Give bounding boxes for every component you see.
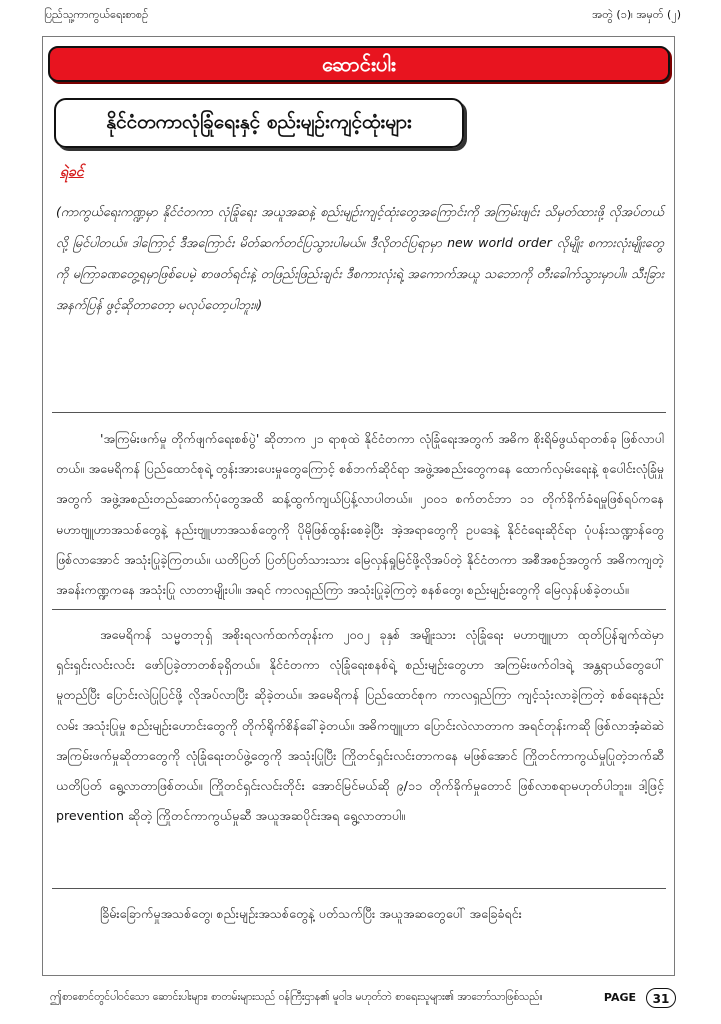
page-footer [50, 988, 676, 1010]
body-paragraph-2: အမေရိကန် သမ္မတဘုရှ် အစိုးရလက်ထက်တုန်းက ၂၀၀၂ ခုနှစ် အမျိုးသား လုံခြုံရေး မဟာဗျူဟာ ထုတ်ပြန်ချက်ထဲမှာ ရှင်းရှင်းလင်းလင်း ဖော်ပြခဲ့တာတစ်ခုရှိတယ်။ နိုင်ငံတကာ လုံခြုံရေးစနစ်ရဲ့ စည်းမျဉ်းတွေဟာ အကြမ်းဖက်ဝါဒရဲ့ အန္တရာယ်တွေပေါ် မူတည်ပြီး ပြောင်းလဲပြုပြင်ဖို့ လိုအပ်လာပြီး ဆိုခဲ့တယ်။ အမေရိကန် ပြည်ထောင်စုက ကာလရှည်ကြာ ကျင့်သုံးလာခဲ့ကြတဲ့ စစ်ရေးနည်းလမ်း အသုံးပြုမှု စည်းမျဉ်းဟောင်းတွေကို တိုက်ရိုက်စိန်ခေါ်ခဲ့တယ်။ အဓိကဗျူဟာ ပြောင်းလဲလာတာက အရင်တုန်းကဆို ဖြစ်လာအံ့ဆဲဆဲ အကြမ်းဖက်မှုဆိုတာတွေကို လုံခြုံရေးတပ်ဖွဲ့တွေကို အသုံးပြုပြီး ကြိုတင်ရှင်းလင်းတာကနေ မဖြစ်အောင် ကြိုတင်ကာကွယ်မှုပြုတဲ့ဘက်ဆီ ယတိပြတ် ရွေ့လာတာဖြစ်တယ်။ ကြိုတင်ရှင်းလင်းတိုင်း အောင်မြင်မယ်ဆို ၉/၁၁ တိုက်ခိုက်မှုတောင် ဖြစ်လာစရာမဟုတ်ပါဘူး။ ဒါ့ဖြင့် prevention ဆိုတဲ့ ကြိုတင်ကာကွယ်မှုဆီ အယူအဆပိုင်းအရ ရွေ့လာတာပါ။ [56, 627, 664, 824]
section-banner: ဆောင်းပါး [48, 46, 670, 82]
running-header-issue: အတွဲ (၁)၊ အမှတ် (၂) [592, 8, 681, 21]
author-name: ရဲခင် [60, 164, 84, 180]
page-label: PAGE [603, 991, 636, 1004]
divider [52, 412, 666, 413]
body-paragraph-1: 'အကြမ်းဖက်မှု တိုက်ဖျက်ရေးစစ်ပွဲ' ဆိုတာက ၂၁ ရာစုထဲ နိုင်ငံတကာ လုံခြုံရေးအတွက် အဓိက စိုးရိမ်ဖွယ်ရာတစ်ခု ဖြစ်လာပါတယ်။ အမေရိကန် ပြည်ထောင်စုရဲ့ တွန်းအားပေးမှုတွေကြောင့် စစ်ဘက်ဆိုင်ရာ အဖွဲ့အစည်းတွေကနေ ထောက်လှမ်းရေးနဲ့ စုပေါင်းလုံခြုံမှုအတွက် အဖွဲ့အစည်းတည်ဆောက်ပုံတွေအထိ ဆန့်ထွက်ကျယ်ပြန့်လာပါတယ်။ ၂၀၀၁ စက်တင်ဘာ ၁၁ တိုက်ခိုက်ခံရမှုဖြစ်ရပ်ကနေ မဟာဗျူဟာအသစ်တွေနဲ့ နည်းဗျူဟာအသစ်တွေကို ပိုမိုဖြစ်ထွန်းစေခဲ့ပြီး အဲ့အရာတွေကို ဥပဒေနဲ့ နိုင်ငံရေးဆိုင်ရာ ပုံပန်းသဏ္ဍာန်တွေဖြစ်လာအောင် အသုံးပြုခဲ့ကြတယ်။ ယတိပြတ် ပြတ်ပြတ်သားသား မြေလှန်ရှုမြင်ဖို့လိုအပ်တဲ့ နိုင်ငံတကာ အစီအစဉ်အတွက် အဓိကကျတဲ့ အခန်းကဏ္ဍကနေ အသုံးပြု လာတာမျိုးပါ။ အရင် ကာလရှည်ကြာ အသုံးပြုခဲ့ကြတဲ့ စနစ်တွေ၊ စည်းမျဉ်းတွေကို မြေလှန်ပစ်ခဲ့တယ်။ [56, 431, 664, 598]
running-header-title: ပြည်သူ့ကာကွယ်ရေးစာစဥ် [44, 8, 149, 21]
divider [52, 609, 666, 610]
page-number: 31 [646, 988, 676, 1008]
divider [52, 888, 666, 889]
article-title: နိုင်ငံတကာလုံခြုံရေးနှင့် စည်းမျဉ်းကျင့်ထုံးများ [54, 98, 464, 148]
intro-paragraph: (ကာကွယ်ရေးကဏ္ဍမှာ နိုင်ငံတကာ လုံခြုံရေး အယူအဆနဲ့ စည်းမျဉ်းကျင့်ထုံးတွေအကြောင်းကို အကြမ်းဖျင်း သိမှတ်ထားဖို့ လိုအပ်တယ်လို့ မြင်ပါတယ်။ ဒါကြောင့် ဒီအကြောင်း မိတ်ဆက်တင်ပြသွားပါမယ်။ ဒီလိုတင်ပြရာမှာ new world order လိုမျိုး စကားလုံးမျိုးတွေကို မကြာခဏတွေ့ရမှာဖြစ်ပေမဲ့ စာဖတ်ရင်းနဲ့ တဖြည်းဖြည်းချင်း ဒီစကားလုံးရဲ့ အကောက်အယူ သဘောကို တီးခေါက်သွားမှာပါ။ သီးခြား အနက်ပြန် ဖွင့်ဆိုတာတော့ မလုပ်တော့ပါဘူး။) [56, 204, 664, 312]
disclaimer-text: ဤစာစောင်တွင်ပါဝင်သော ဆောင်းပါးများ၊ စာတမ်းများသည် ဝန်ကြီးဌာန၏ မူဝါဒ မဟုတ်ဘဲ စာရေးသူများ၏ အာဘော်သာဖြစ်သည်။ [50, 991, 543, 1003]
body-paragraph-3: ခြိမ်းခြောက်မှုအသစ်တွေ၊ စည်းမျဉ်းအသစ်တွေနဲ့ ပတ်သက်ပြီး အယူအဆတွေပေါ် အခြေခံရင်း [100, 906, 522, 921]
